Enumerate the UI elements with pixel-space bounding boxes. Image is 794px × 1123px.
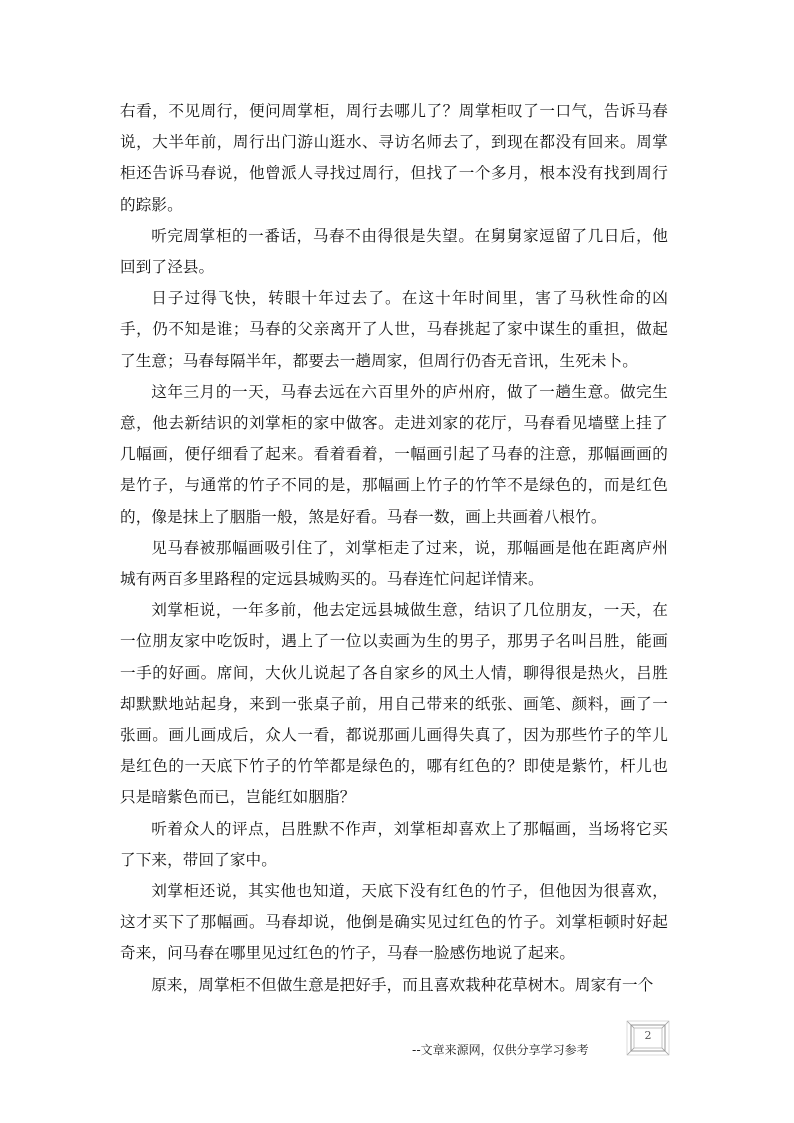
body-paragraph: 听着众人的评点，吕胜默不作声，刘掌柜却喜欢上了那幅画，当场将它买了下来，带回了家中。 [120,819,668,869]
body-paragraph: 见马春被那幅画吸引住了，刘掌柜走了过来，说，那幅画是他在距离庐州城有两百多里路程的定远县城购买的。马春连忙问起详情来。 [120,538,668,589]
body-paragraph: 刘掌柜说，一年多前，他去定远县城做生意，结识了几位朋友，一天，在一位朋友家中吃饭时，遇上了一位以卖画为生的男子，那男子名叫吕胜，能画一手的好画。席间，大伙儿说起了各自家乡的风土人情，聊得很是热火，吕胜却默默地站起身，来到一张桌子前，用自己带来的纸张、画笔、颜料，画了一张画。画儿画成后，众人一看，都说那画儿画得失真了，因为那些竹子的竿儿是红色的一天底下竹子的竹竿都是绿色的，哪有红色的？即使是紫竹，杆儿也只是暗紫色而已，岂能红如胭脂？ [120,601,668,807]
body-paragraph: 原来，周掌柜不但做生意是把好手，而且喜欢栽种花草树木。周家有一个 [151,975,654,994]
page-number-badge [626,1020,670,1056]
page-number: 2 [644,1029,652,1042]
body-paragraph: 听完周掌柜的一番话，马春不由得很是失望。在舅舅家逗留了几日后，他回到了泾县。 [120,226,668,277]
page-footer [0,1022,794,1082]
body-paragraph: 右看，不见周行，便问周掌柜，周行去哪儿了？周掌柜叹了一口气，告诉马春说，大半年前，周行出门游山逛水、寻访名师去了，到现在都没有回来。周掌柜还告诉马春说，他曾派人寻找过周行，但找了一个多月，根本没有找到周行的踪影。 [120,102,668,214]
body-paragraph: 这年三月的一天，马春去远在六百里外的庐州府，做了一趟生意。做完生意，他去新结识的刘掌柜的家中做客。走进刘家的花厅，马春看见墙壁上挂了几幅画，便仔细看了起来。看着看着，一幅画引起了马春的注意，那幅画画的是竹子，与通常的竹子不同的是，那幅画上竹子的竹竿不是绿色的，而是红色的，像是抹上了胭脂一般，煞是好看。马春一数，画上共画着八根竹。 [120,382,668,526]
source-note: --文章来源网，仅供分享学习参考 [412,1043,589,1057]
body-paragraph: 日子过得飞快，转眼十年过去了。在这十年时间里，害了马秋性命的凶手，仍不知是谁；马春的父亲离开了人世，马春挑起了家中谋生的重担，做起了生意；马春每隔半年，都要去一趟周家，但周行仍杳无音讯，生死未卜。 [120,289,668,370]
body-paragraph: 刘掌柜还说，其实他也知道，天底下没有红色的竹子，但他因为很喜欢，这才买下了那幅画。马春却说，他倒是确实见过红色的竹子。刘掌柜顿时好起奇来，问马春在哪里见过红色的竹子，马春一脸感伤地说了起来。 [120,882,668,963]
article-body [120,96,668,1001]
